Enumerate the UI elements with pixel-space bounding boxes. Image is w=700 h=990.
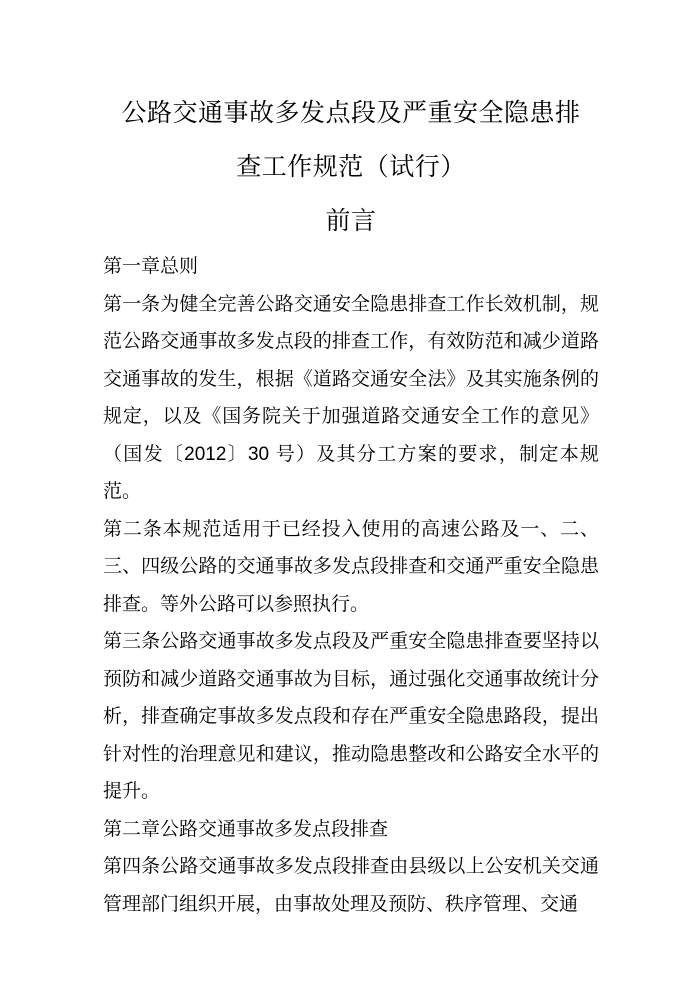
- paragraph-article-3: 第三条公路交通事故多发点段及严重安全隐患排查要坚持以预防和减少道路交通事故为目标，通过强化交通事故统计分析，排查确定事故多发点段和存在严重安全隐患路段，提出针对性的治理意见和建议，推动隐患整改和公路安全水平的提升。: [103, 631, 599, 802]
- paragraph-article-4: 第四条公路交通事故多发点段排查由县级以上公安机关交通管理部门组织开展，由事故处理及预防、秩序管理、交通: [103, 856, 599, 915]
- paragraph-article-1: 第一条为健全完善公路交通安全隐患排查工作长效机制，规范公路交通事故多发点段的排查工作，有效防范和减少道路交通事故的发生，根据《道路交通安全法》及其实施条例的规定，以及《国务院关于加强道路交通安全工作的意见》（国发〔2012〕30 号）及其分工方案的要求，制定本规范。: [103, 293, 599, 502]
- document-title-line-2: 查工作规范（试行）: [236, 153, 466, 181]
- document-title: [103, 0, 599, 248]
- foreword-heading: 前言: [325, 207, 377, 235]
- text-column: [103, 0, 599, 923]
- paragraph-article-2: 第二条本规范适用于已经投入使用的高速公路及一、二、三、四级公路的交通事故多发点段排查和交通严重安全隐患排查。等外公路可以参照执行。: [103, 518, 599, 615]
- chapter-heading-general-provisions: 第一章总则: [103, 256, 199, 277]
- document-title-line-1: 公路交通事故多发点段及严重安全隐患排: [121, 99, 581, 127]
- document-body: [103, 248, 599, 923]
- chapter-heading-accident-prone-sections: 第二章公路交通事故多发点段排查: [103, 818, 389, 840]
